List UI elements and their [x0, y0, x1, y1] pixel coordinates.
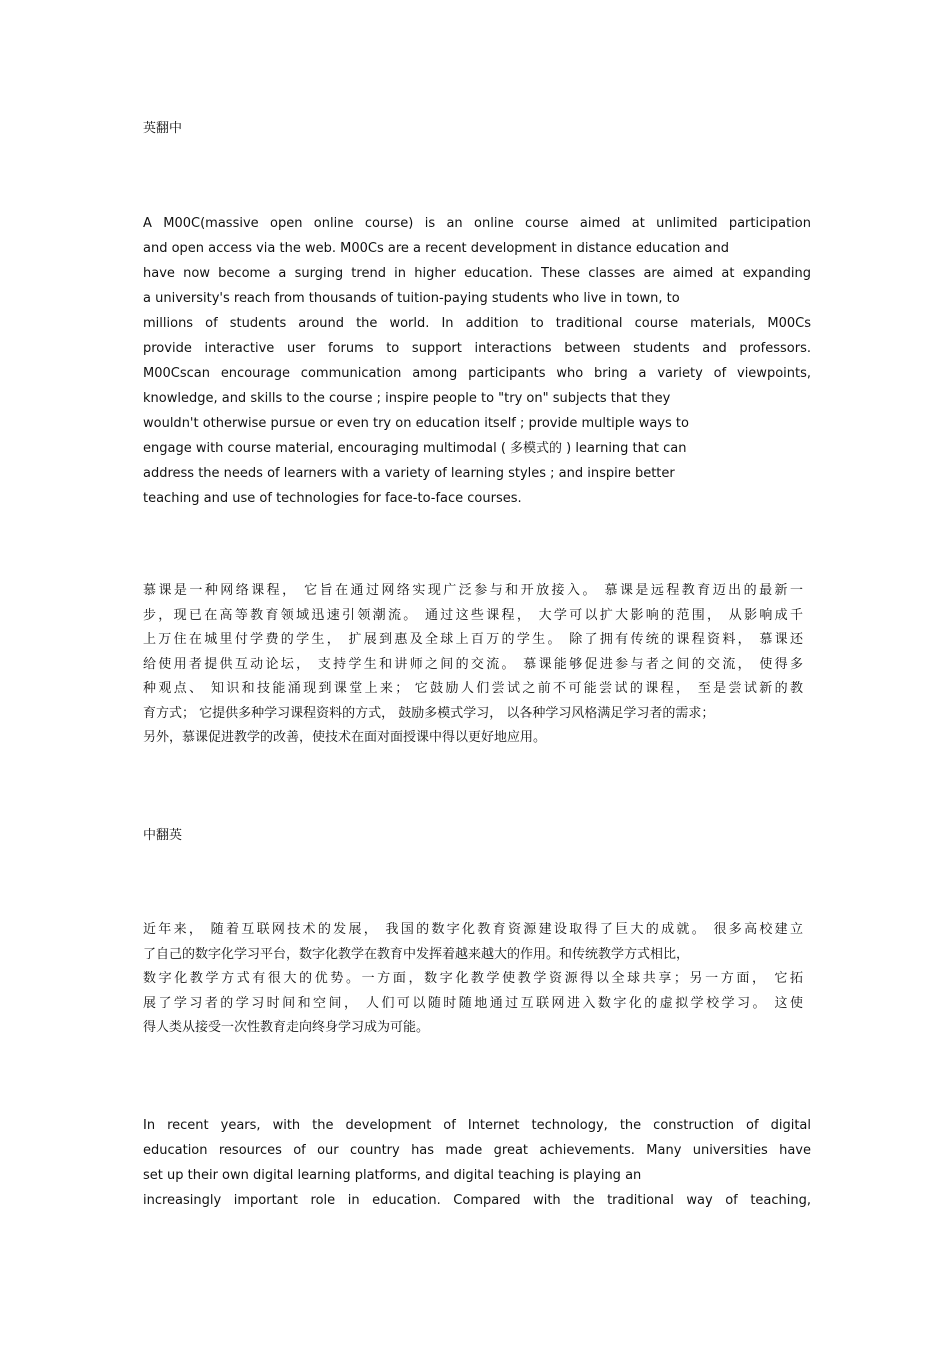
text-line: education resources of our country has made great achievements. Many universities have — [143, 1143, 811, 1158]
text-line: increasingly important role in education. Compared with the traditional way of teaching, — [143, 1193, 811, 1208]
text-line: wouldn't otherwise pursue or even try on education itself ; provide multiple ways to — [143, 416, 689, 431]
text-line: 另外，慕课促进教学的改善，使技术在面对面授课中得以更好地应用。 — [143, 730, 547, 745]
text-line: 育方式； 它提供多种学习课程资料的方式， 鼓励多模式学习， 以各种学习风格满足学习者的需求； — [143, 705, 715, 721]
text-line: 展了学习者的学习时间和空间， 人们可以随时随地通过互联网进入数字化的虚拟学校学习。 这使 — [143, 995, 803, 1011]
text-line: In recent years, with the development of Internet technology, the construction of digital — [143, 1118, 811, 1133]
text-line: millions of students around the world. In addition to traditional course materials, M00Cs — [143, 316, 811, 331]
text-line: and open access via the web. M00Cs are a recent development in distance education and — [143, 241, 729, 256]
chinese-translation-passage — [143, 579, 815, 751]
text-line: 上万住在城里付学费的学生， 扩展到惠及全球上百万的学生。 除了拥有传统的课程资料， 慕课还 — [143, 632, 803, 647]
text-line: 了自己的数字化学习平台，数字化教学在教育中发挥着越来越大的作用。和传统教学方式相比， — [143, 946, 690, 962]
chinese-source-passage — [143, 918, 815, 1041]
heading-zh-to-en: 中翻英 — [143, 828, 183, 843]
text-line: 数字化教学方式有很大的优势。一方面，数字化教学使教学资源得以全球共享；另一方面， 它拓 — [143, 971, 803, 986]
text-line: engage with course material, encouraging multimodal ( 多模式的 ) learning that can — [143, 441, 687, 456]
text-line: 给使用者提供互动论坛， 支持学生和讲师之间的交流。 慕课能够促进参与者之间的交流， 使得多 — [143, 656, 803, 672]
text-line: 近年来， 随着互联网技术的发展， 我国的数字化教育资源建设取得了巨大的成就。 很多高校建立 — [143, 922, 803, 937]
text-line: 种观点、 知识和技能涌现到课堂上来； 它鼓励人们尝试之前不可能尝试的课程， 至是尝试新的教 — [143, 681, 803, 696]
text-line: M00Cscan encourage communication among participants who bring a variety of viewpoints, — [143, 366, 811, 381]
text-line: 步，现已在高等教育领域迅速引领潮流。 通过这些课程， 大学可以扩大影响的范围， 从影响成千 — [143, 607, 803, 623]
text-line: 慕课是一种网络课程， 它旨在通过网络实现广泛参与和开放接入。 慕课是远程教育迈出的最新一 — [143, 583, 803, 598]
heading-en-to-zh: 英翻中 — [143, 121, 183, 136]
text-line: knowledge, and skills to the course ; inspire people to "try on" subjects that they — [143, 391, 671, 406]
text-line: set up their own digital learning platforms, and digital teaching is playing an — [143, 1168, 642, 1183]
text-line: a university's reach from thousands of tuition-paying students who live in town, to — [143, 291, 680, 306]
text-line: teaching and use of technologies for face-to-face courses. — [143, 491, 522, 506]
english-source-passage — [143, 211, 815, 511]
text-line: provide interactive user forums to support interactions between students and professors. — [143, 341, 811, 356]
text-line: address the needs of learners with a variety of learning styles ; and inspire better — [143, 466, 675, 481]
text-line: A M00C(massive open online course) is an online course aimed at unlimited participation — [143, 216, 811, 231]
text-line: have now become a surging trend in higher education. These classes are aimed at expanding — [143, 266, 811, 281]
text-line: 得人类从接受一次性教育走向终身学习成为可能。 — [143, 1020, 430, 1035]
english-translation-passage — [143, 1113, 815, 1213]
